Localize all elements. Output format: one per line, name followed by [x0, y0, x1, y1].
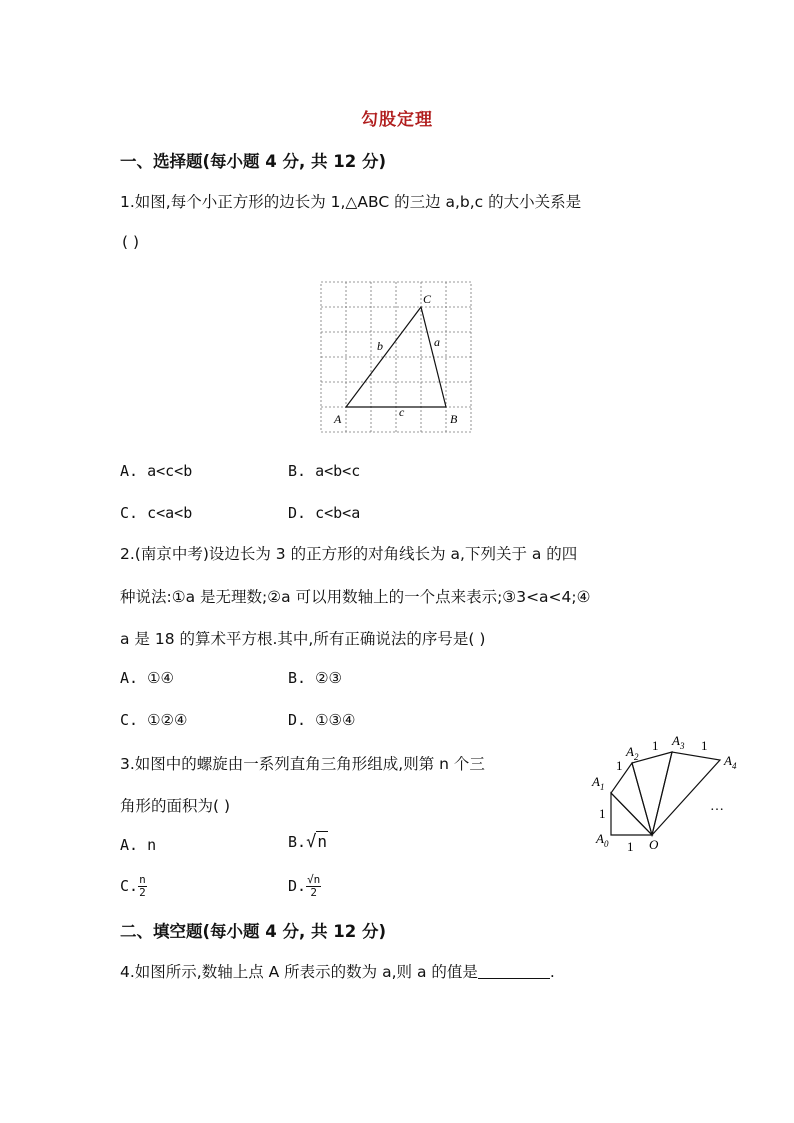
label-a4: $A_4$	[724, 753, 737, 771]
section-2-heading: 二、填空题(每小题 4 分, 共 12 分)	[120, 922, 387, 941]
page-title: 勾股定理	[361, 110, 433, 130]
q1-option-d[interactable]: D. c<b<a	[288, 504, 361, 522]
label-a2: $A_2$	[626, 744, 639, 762]
spiral-triangles	[611, 752, 720, 835]
q3-option-b-radicand: n	[317, 832, 327, 851]
q3-option-b[interactable]	[288, 832, 328, 852]
continuation-dots: …	[710, 799, 724, 814]
vertex-labels	[591, 733, 737, 852]
q4-text	[120, 960, 555, 982]
fraction-sqrt-n-over-2	[306, 874, 321, 899]
q3-text-line2: 角形的面积为( )	[120, 797, 231, 815]
q3-option-d-prefix: D.	[288, 877, 307, 895]
q2-text-line1: 2.(南京中考)设边长为 3 的正方形的对角线长为 a,下列关于 a 的四	[120, 545, 578, 563]
q4-period: .	[549, 963, 555, 981]
side-a-label: a	[434, 335, 440, 349]
vertex-a-label: A	[334, 412, 342, 426]
section-1-heading: 一、选择题(每小题 4 分, 共 12 分)	[120, 152, 387, 171]
side-b-label: b	[377, 339, 383, 353]
sqrt-symbol: √	[306, 832, 317, 852]
vertex-c-label: C	[423, 292, 432, 306]
q2-text-line3: a 是 18 的算术平方根.其中,所有正确说法的序号是( )	[120, 630, 486, 648]
length-a0-a1: 1	[599, 806, 606, 821]
length-a0-o: 1	[627, 839, 634, 854]
label-a3: $A_3$	[672, 733, 685, 751]
q2-option-b[interactable]: B. ②③	[288, 669, 342, 687]
label-o: O	[649, 837, 659, 852]
grid	[321, 282, 471, 432]
q1-text-line2: ( )	[122, 233, 140, 251]
q3-spiral-figure	[588, 730, 748, 855]
label-a0: $A_0$	[596, 831, 609, 849]
q1-option-b[interactable]: B. a<b<c	[288, 462, 361, 480]
q3-text-line1: 3.如图中的螺旋由一系列直角三角形组成,则第 n 个三	[120, 755, 485, 773]
q1-option-a[interactable]: A. a<c<b	[120, 462, 193, 480]
q4-question: 4.如图所示,数轴上点 A 所表示的数为 a,则 a 的值是	[120, 963, 478, 981]
q2-option-c[interactable]: C. ①②④	[120, 711, 188, 729]
q3-option-a[interactable]: A. n	[120, 836, 157, 854]
length-a1-a2: 1	[616, 758, 623, 773]
q2-text-line2: 种说法:①a 是无理数;②a 可以用数轴上的一个点来表示;③3<a<4;④	[120, 588, 591, 606]
side-c-label: c	[399, 405, 405, 419]
label-a1: $A_1$	[592, 774, 605, 792]
length-a2-a3: 1	[652, 738, 659, 753]
fraction-n-over-2	[138, 874, 147, 899]
fraction-numerator: n	[139, 873, 146, 886]
answer-blank[interactable]	[478, 962, 550, 979]
q1-triangle-figure	[318, 280, 474, 436]
q1-text-line1: 1.如图,每个小正方形的边长为 1,△ABC 的三边 a,b,c 的大小关系是	[120, 193, 582, 211]
q2-option-a[interactable]: A. ①④	[120, 669, 174, 687]
fraction-denominator: 2	[139, 886, 146, 899]
q2-option-d[interactable]: D. ①③④	[288, 711, 356, 729]
q3-option-b-prefix: B.	[288, 833, 307, 851]
fraction-numerator: √n	[307, 873, 321, 886]
vertex-b-label: B	[450, 412, 458, 426]
q1-option-c[interactable]: C. c<a<b	[120, 504, 193, 522]
q3-option-d[interactable]	[288, 874, 321, 899]
q3-option-c[interactable]	[120, 874, 147, 899]
length-a3-a4: 1	[701, 738, 708, 753]
q3-option-c-prefix: C.	[120, 877, 139, 895]
fraction-denominator: 2	[310, 886, 317, 899]
